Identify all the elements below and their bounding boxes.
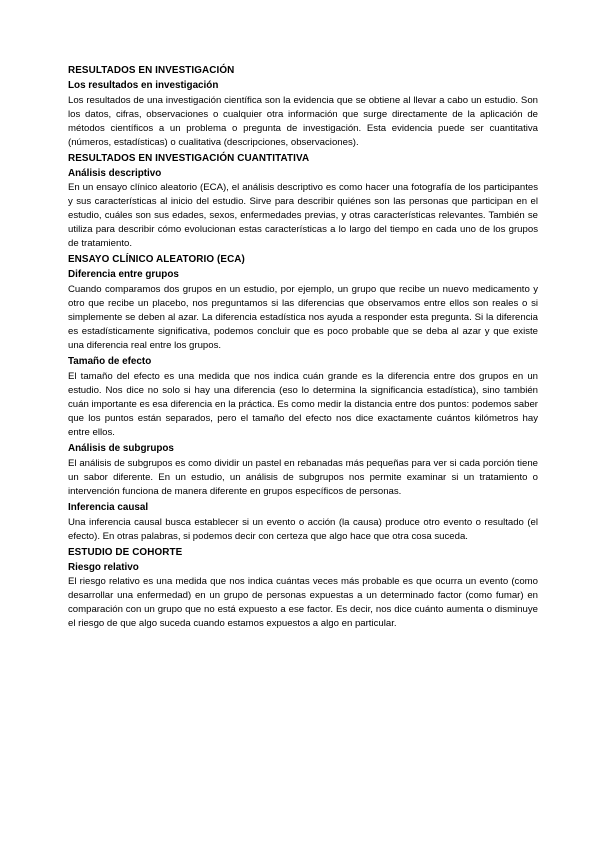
subsection-heading: Análisis descriptivo	[68, 167, 162, 179]
paragraph: El análisis de subgrupos es como dividir un pastel en rebanadas más pequeñas para ver si cada porción tiene un sabor diferente. En un estudio, un análisis de subgrupos nos permite examinar si un tratamiento o intervención funciona de manera diferente en grupos específicos de personas.	[68, 457, 538, 497]
document-body	[68, 64, 538, 631]
paragraph: El riesgo relativo es una medida que nos indica cuántas veces más probable es que ocurra un evento (como desarrollar una enfermedad) en un grupo de personas expuestas a un determinado factor (como fumar) en comparación con un grupo que no está expuesto a ese factor. Es decir, nos dice cuánto aumenta o disminuye el riesgo de que algo suceda cuando estamos expuestos a algo en particular.	[68, 576, 538, 630]
section-heading: ENSAYO CLÍNICO ALEATORIO (ECA)	[68, 254, 245, 266]
subsection-heading: Tamaño de efecto	[68, 356, 152, 368]
paragraph: El tamaño del efecto es una medida que nos indica cuán grande es la diferencia entre dos grupos en un estudio. Nos dice no solo si hay una diferencia (eso lo determina la significancia estadística), sino también cuán importante es esa diferencia en la práctica. Es como medir la distancia entre dos puntos: podemos saber que los puntos están separados, pero el tamaño del efecto nos dice exactamente cuántos kilómetros hay entre ellos.	[68, 371, 538, 439]
subsection-heading: Diferencia entre grupos	[68, 269, 179, 281]
section-heading: RESULTADOS EN INVESTIGACIÓN CUANTITATIVA	[68, 152, 310, 164]
section-heading: ESTUDIO DE COHORTE	[68, 546, 183, 558]
paragraph: Los resultados de una investigación científica son la evidencia que se obtiene al llevar a cabo un estudio. Son los datos, cifras, observaciones o cualquier otra información que surge directamente de la aplicación de métodos científicos a un problema o pregunta de investigación. Esta evidencia puede ser cuantitativa (números, estadísticas) o cualitativa (descripciones, observaciones).	[68, 94, 538, 148]
paragraph: Una inferencia causal busca establecer si un evento o acción (la causa) produce otro evento o resultado (el efecto). En otras palabras, si podemos decir con certeza que algo hace que otra cosa suceda.	[68, 516, 538, 542]
subsection-heading: Los resultados en investigación	[68, 79, 219, 91]
section-heading: RESULTADOS EN INVESTIGACIÓN	[68, 65, 235, 76]
subsection-heading: Inferencia causal	[68, 501, 149, 513]
subsection-heading: Análisis de subgrupos	[68, 443, 174, 455]
subsection-heading: Riesgo relativo	[68, 561, 139, 573]
paragraph: Cuando comparamos dos grupos en un estudio, por ejemplo, un grupo que recibe un nuevo medicamento y otro que recibe un placebo, nos preguntamos si las diferencias que observamos entre ellos son reales o si simplemente se deben al azar. La diferencia estadística nos ayuda a responder esta pregunta. Si la diferencia es estadísticamente significativa, podemos concluir que es poco probable que se deba al azar y que existe una diferencia real entre los grupos.	[68, 284, 538, 352]
paragraph: En un ensayo clínico aleatorio (ECA), el análisis descriptivo es como hacer una fotografía de los participantes y sus características al inicio del estudio. Sirve para describir quiénes son las personas que participan en el estudio, cuáles son sus edades, sexos, enfermedades previas, y otras características relevantes. También se utiliza para describir cómo evolucionan estas características a lo largo del tiempo en cada uno de los grupos de tratamiento.	[68, 182, 538, 250]
